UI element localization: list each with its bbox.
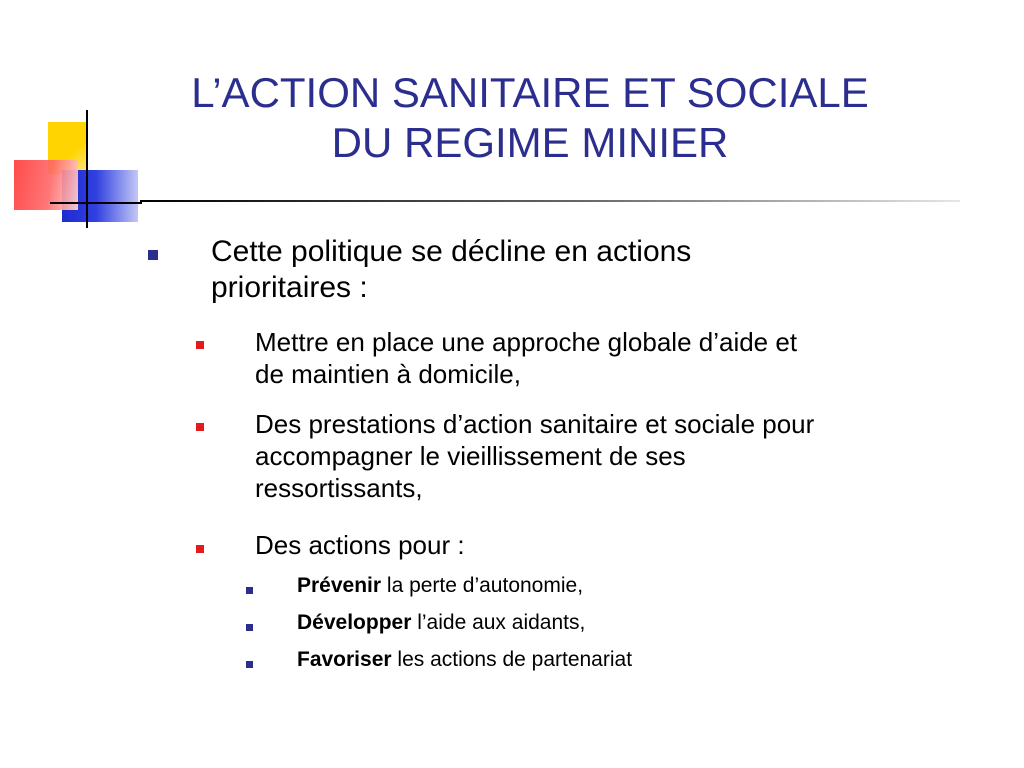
level1-bullet-icon xyxy=(148,250,158,260)
level3-text: les actions de partenariat xyxy=(391,648,633,671)
level2-line: Des actions pour : xyxy=(255,530,465,560)
level3-keyword: Développer xyxy=(297,611,412,634)
level3-item xyxy=(297,646,997,674)
level2-line: accompagner le vieillissement de ses xyxy=(255,441,686,471)
level2-line: Des prestations d’action sanitaire et sociale pour xyxy=(255,409,815,439)
level1-item xyxy=(211,234,971,306)
level3-text: la perte d’autonomie, xyxy=(381,574,584,597)
level2-bullet-icon xyxy=(196,341,204,349)
level2-item xyxy=(255,326,995,390)
level3-bullet-icon xyxy=(246,587,253,594)
level1-line-2: prioritaires : xyxy=(211,271,368,304)
level2-item xyxy=(255,408,1005,504)
level1-line-1: Cette politique se décline en actions xyxy=(211,235,692,268)
level2-item xyxy=(255,529,995,561)
level3-item xyxy=(297,572,997,600)
level3-text: l’aide aux aidants, xyxy=(411,611,586,634)
level2-line: Mettre en place une approche globale d’aide et xyxy=(255,327,798,357)
level3-item xyxy=(297,609,997,637)
level3-keyword: Prévenir xyxy=(297,574,382,597)
slide-title-line-2: DU REGIME MINIER xyxy=(331,119,729,166)
level2-line: ressortissants, xyxy=(255,473,423,503)
level3-bullet-icon xyxy=(246,661,253,668)
level2-bullet-icon xyxy=(196,545,204,553)
level2-bullet-icon xyxy=(196,423,204,431)
level2-line: de maintien à domicile, xyxy=(255,359,521,389)
slide-title-line-1: L’ACTION SANITAIRE ET SOCIALE xyxy=(191,69,869,116)
level3-bullet-icon xyxy=(246,624,253,631)
level3-keyword: Favoriser xyxy=(297,648,392,671)
